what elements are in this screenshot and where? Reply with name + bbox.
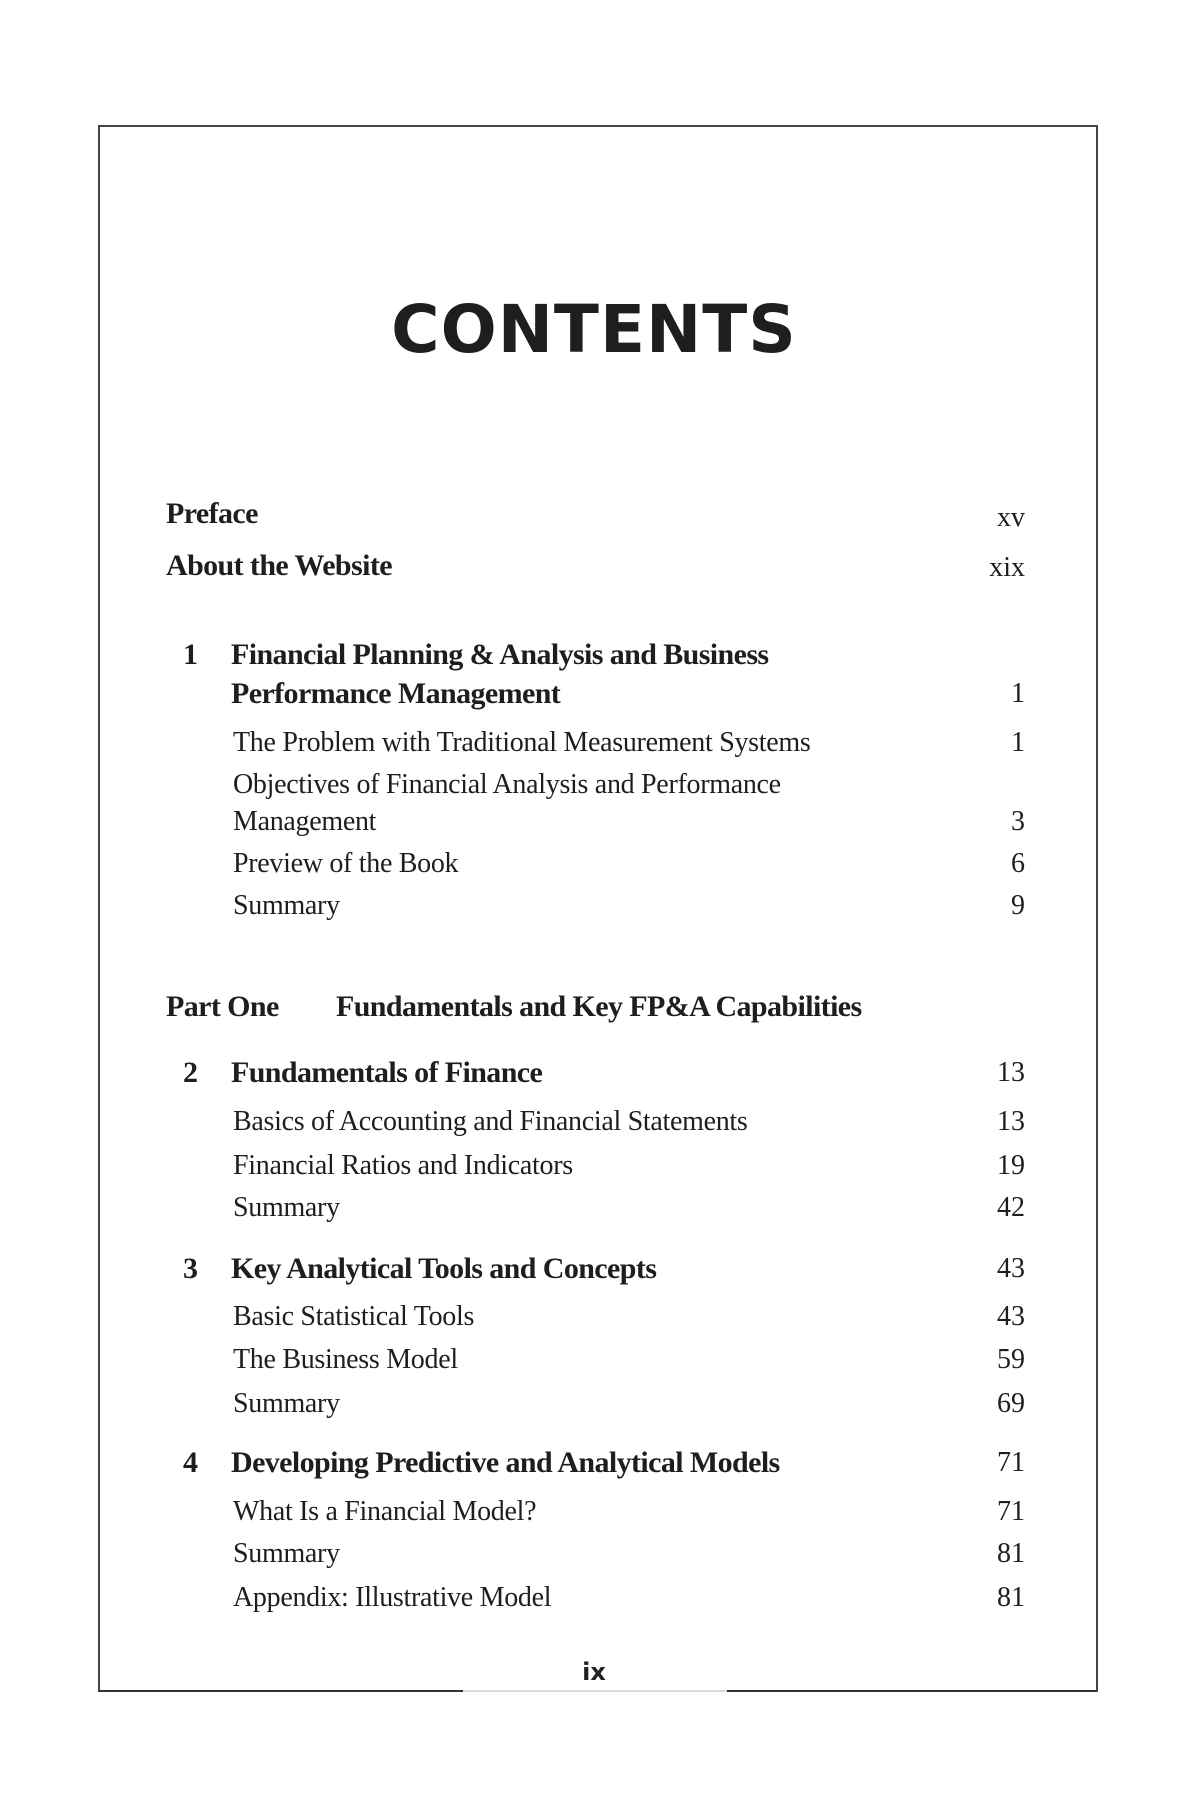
toc-section[interactable]: Preview of the Book (233, 848, 459, 879)
toc-entry-chapter-2[interactable]: Fundamentals of Finance (231, 1056, 543, 1089)
toc-section[interactable]: The Business Model (233, 1344, 458, 1375)
chapter-number: 2 (183, 1056, 198, 1089)
page-number: xix (989, 552, 1025, 583)
page-folio: ix (582, 1658, 606, 1686)
toc-entry-chapter-1-cont[interactable]: Performance Management (231, 677, 561, 710)
toc-section[interactable]: Summary (233, 1538, 340, 1569)
toc-section[interactable]: Summary (233, 890, 340, 921)
page-number: 71 (997, 1447, 1025, 1478)
toc-entry-chapter-4[interactable]: Developing Predictive and Analytical Models (231, 1446, 780, 1479)
toc-entry-part-one[interactable]: Fundamentals and Key FP&A Capabilities (336, 990, 862, 1023)
page-number: 1 (1011, 727, 1025, 758)
page-number: xv (997, 502, 1025, 533)
page-number: 81 (997, 1538, 1025, 1569)
page-number: 43 (997, 1301, 1025, 1332)
page-number: 19 (997, 1150, 1025, 1181)
page-number: 42 (997, 1192, 1025, 1223)
frame-bottom-right (727, 1690, 1096, 1692)
page-number: 9 (1011, 890, 1025, 921)
toc-entry-preface[interactable]: Preface (166, 497, 258, 530)
toc-section[interactable]: The Problem with Traditional Measurement Systems (233, 727, 811, 758)
page-number: 59 (997, 1344, 1025, 1375)
frame-bottom-left (98, 1690, 463, 1692)
page-number: 13 (997, 1057, 1025, 1088)
toc-section[interactable]: Appendix: Illustrative Model (233, 1582, 552, 1613)
toc-entry-chapter-3[interactable]: Key Analytical Tools and Concepts (231, 1252, 657, 1285)
page-number: 3 (1011, 806, 1025, 837)
page-number: 13 (997, 1106, 1025, 1137)
chapter-number: 3 (183, 1252, 198, 1285)
chapter-number: 4 (183, 1446, 198, 1479)
toc-section[interactable]: What Is a Financial Model? (233, 1496, 537, 1527)
page-number: 69 (997, 1388, 1025, 1419)
toc-section[interactable]: Financial Ratios and Indicators (233, 1150, 573, 1181)
toc-section-cont[interactable]: Management (233, 806, 377, 837)
chapter-number: 1 (183, 638, 198, 671)
frame-bottom-gap (463, 1690, 727, 1692)
page-number: 71 (997, 1496, 1025, 1527)
toc-entry-chapter-1[interactable]: Financial Planning & Analysis and Business (231, 638, 769, 671)
toc-section[interactable]: Summary (233, 1192, 340, 1223)
part-label: Part One (166, 990, 279, 1023)
page-title: CONTENTS (391, 291, 797, 368)
toc-section[interactable]: Basics of Accounting and Financial Statements (233, 1106, 748, 1137)
toc-section[interactable]: Objectives of Financial Analysis and Performance (233, 769, 781, 800)
toc-section[interactable]: Summary (233, 1388, 340, 1419)
page-number: 1 (1011, 678, 1025, 709)
toc-section[interactable]: Basic Statistical Tools (233, 1301, 475, 1332)
page-number: 81 (997, 1582, 1025, 1613)
page-number: 6 (1011, 848, 1025, 879)
toc-entry-about-website[interactable]: About the Website (166, 549, 392, 582)
page-number: 43 (997, 1253, 1025, 1284)
